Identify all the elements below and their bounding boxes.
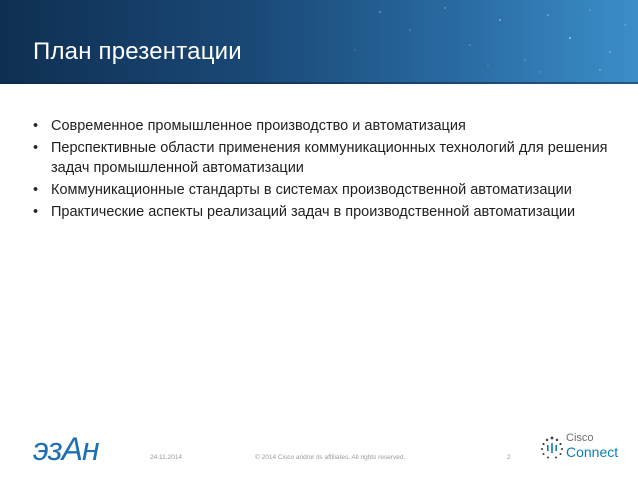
- bullet-text: Коммуникационные стандарты в системах производственной автоматизации: [51, 182, 572, 198]
- bullet-list: [33, 116, 613, 224]
- bullet-item: [33, 180, 613, 200]
- footer-copyright: © 2014 Cisco and/or its affiliates. All rights reserved.: [255, 454, 406, 461]
- svg-text:эзАн: эзАн: [33, 431, 99, 467]
- page-number: 2: [507, 454, 511, 461]
- bullet-text: Современное промышленное производство и автоматизация: [51, 118, 466, 134]
- bullet-text: Практические аспекты реализаций задач в производственной автоматизации: [51, 204, 576, 220]
- bullet-item: [33, 138, 613, 178]
- title-banner: [0, 0, 638, 84]
- bullet-text: Перспективные области применения коммуникационных технологий для решения задач промышленной автоматизации: [51, 140, 608, 176]
- slide-title: План презентации: [33, 38, 242, 65]
- cisco-bridge-icon: [540, 434, 564, 460]
- bullet-marker: •: [33, 118, 39, 134]
- bullet-marker: •: [33, 182, 39, 198]
- footer-date: 24.11.2014: [150, 454, 183, 461]
- slide-footer: [0, 420, 638, 479]
- cisco-connect-logo: [540, 432, 619, 466]
- bullet-item: [33, 116, 613, 136]
- bullet-marker: •: [33, 204, 39, 220]
- bullet-item: [33, 202, 613, 222]
- bullet-marker: •: [33, 140, 39, 156]
- cisco-wordmark: Cisco: [566, 432, 594, 444]
- connect-wordmark: Connect: [566, 444, 619, 460]
- ezan-logo: [33, 430, 133, 468]
